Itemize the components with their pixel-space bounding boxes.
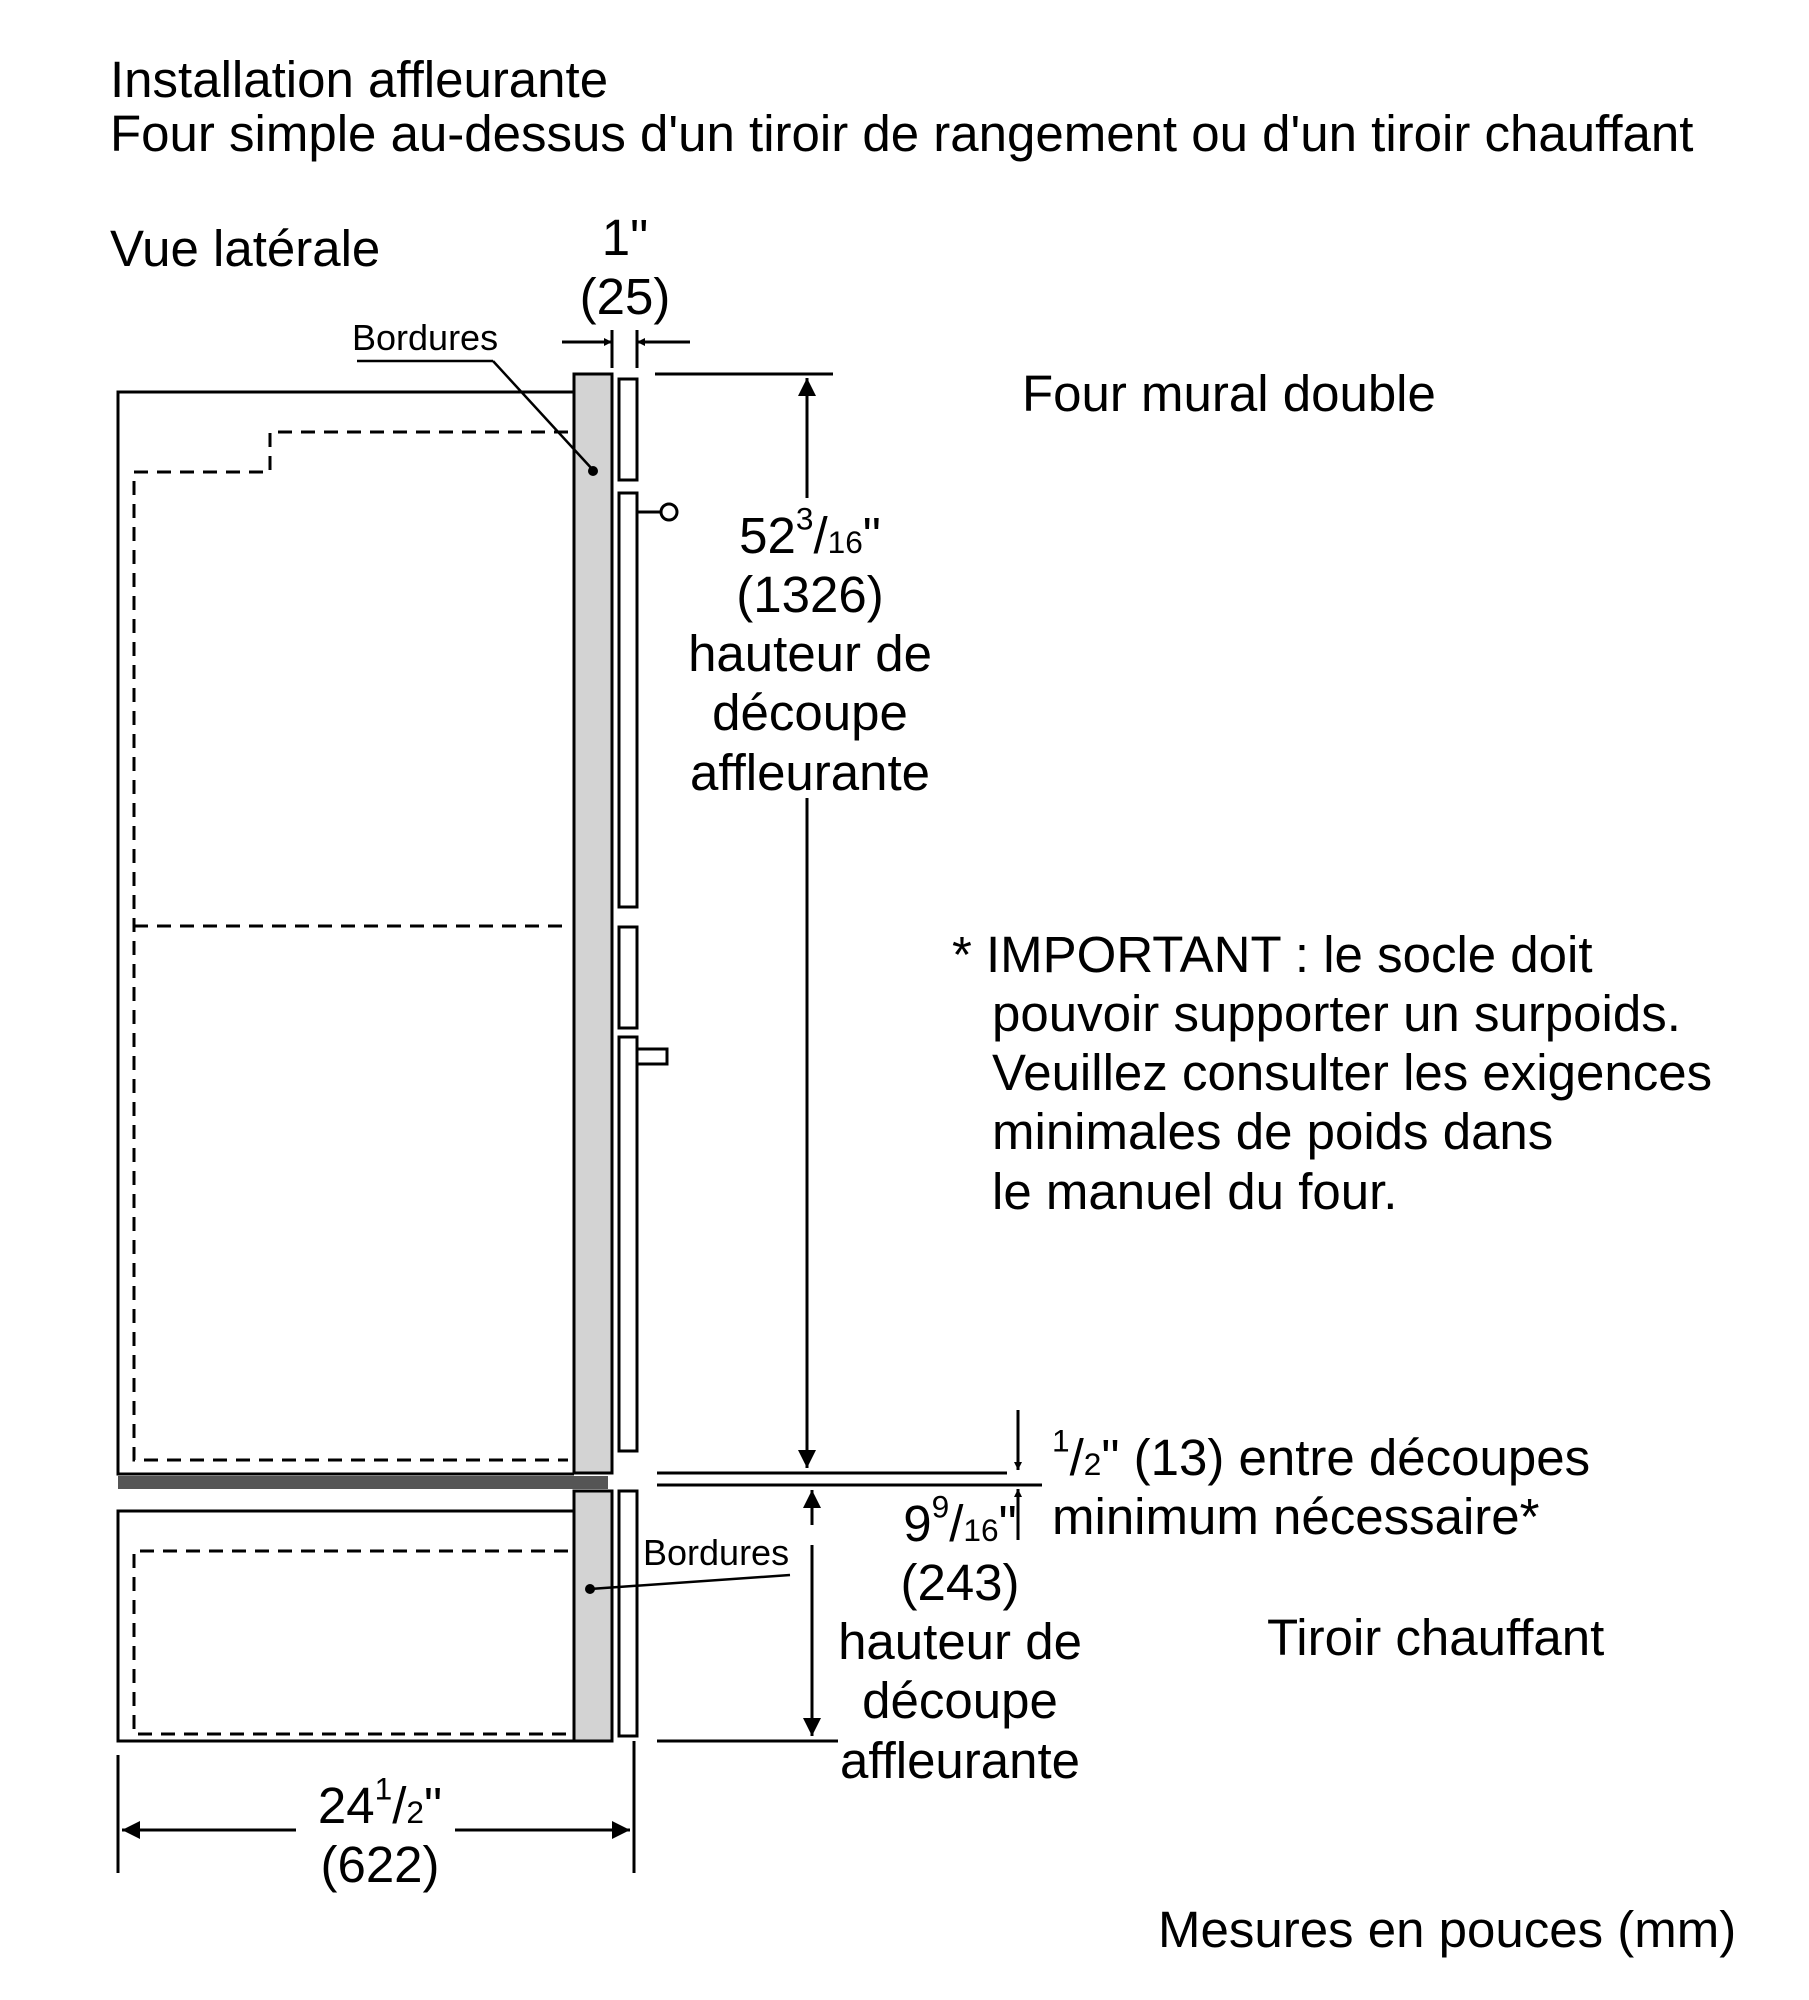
drawer-height-desc2: découpe [862, 1672, 1058, 1730]
depth-mm: (622) [320, 1836, 440, 1894]
between-rest: " (13) entre découpes [1101, 1429, 1591, 1486]
note-line2: pouvoir supporter un surpoids. [992, 985, 1681, 1043]
gap-dimension-label [560, 208, 690, 326]
oven-height-num: 3 [795, 500, 814, 537]
depth-label: $24^1/2$" (622) [230, 1776, 530, 1894]
oven-outline-dashed [134, 432, 568, 1460]
trim-label-bottom: Bordures [643, 1532, 790, 1573]
trim-label-top: Bordures [352, 317, 499, 358]
units-note: Mesures en pouces (mm) [1158, 1901, 1737, 1958]
door-panels [619, 379, 637, 1736]
oven-height-unit: " [862, 507, 881, 564]
lower-cabinet [118, 1511, 574, 1741]
gap-inches: 1" [601, 209, 649, 266]
gap-dimension [562, 330, 690, 368]
drawer-height-den: 16 [963, 1512, 999, 1548]
drawer-outline-dashed [134, 1551, 568, 1734]
drawer-height-desc1: hauteur de [838, 1613, 1082, 1671]
drawer-height-unit: " [998, 1495, 1017, 1552]
depth-den: 2 [406, 1794, 424, 1830]
note-line1: * IMPORTANT : le socle doit [952, 926, 1593, 983]
drawer-trim [574, 1491, 612, 1741]
oven-height-desc3: affleurante [689, 743, 931, 801]
depth-whole: 24 [317, 1777, 375, 1834]
between-den: 2 [1083, 1446, 1102, 1482]
oven-height-mm: (1326) [736, 566, 884, 624]
between-cutouts-label: $^1$/2" (13) entre découpes minimum nécessaire* [1052, 1422, 1591, 1546]
note-line3: Veuillez consulter les exigences [992, 1044, 1713, 1102]
oven-height-desc1: hauteur de [688, 625, 932, 683]
base-support [118, 1476, 608, 1489]
drawer-height-whole: 9 [903, 1495, 932, 1552]
depth-num: 1 [374, 1770, 393, 1807]
oven-height-den: 16 [827, 524, 863, 560]
between-num: 1 [1052, 1422, 1070, 1459]
drawer-height-num: 9 [931, 1488, 950, 1525]
oven-height-whole: 52 [739, 507, 796, 564]
note-line4: minimales de poids dans [992, 1103, 1554, 1161]
upper-cabinet [118, 392, 574, 1474]
oven-height-desc2: découpe [712, 684, 908, 742]
title-line2: Four simple au-dessus d'un tiroir de rangement ou d'un tiroir chauffant [110, 105, 1694, 162]
double-oven-label: Four mural double [1022, 365, 1436, 422]
important-note [952, 925, 1712, 1221]
view-label: Vue latérale [110, 220, 381, 277]
drawer-height-label: $9^9/16$" (243) hauteur de découpe affleurante [810, 1494, 1110, 1790]
depth-unit: " [423, 1777, 443, 1834]
title-line1: Installation affleurante [110, 51, 609, 108]
drawer-height-mm: (243) [900, 1554, 1020, 1612]
drawer-height-desc3: affleurante [839, 1731, 1081, 1789]
oven-trim [574, 374, 612, 1473]
oven-height-label: $52^3/16$" (1326) hauteur de découpe affleurante [660, 506, 960, 802]
note-line5: le manuel du four. [992, 1162, 1398, 1220]
gap-mm: (25) [579, 268, 671, 326]
warming-drawer-label: Tiroir chauffant [1267, 1609, 1605, 1666]
between-line2: minimum nécessaire* [1052, 1488, 1540, 1546]
